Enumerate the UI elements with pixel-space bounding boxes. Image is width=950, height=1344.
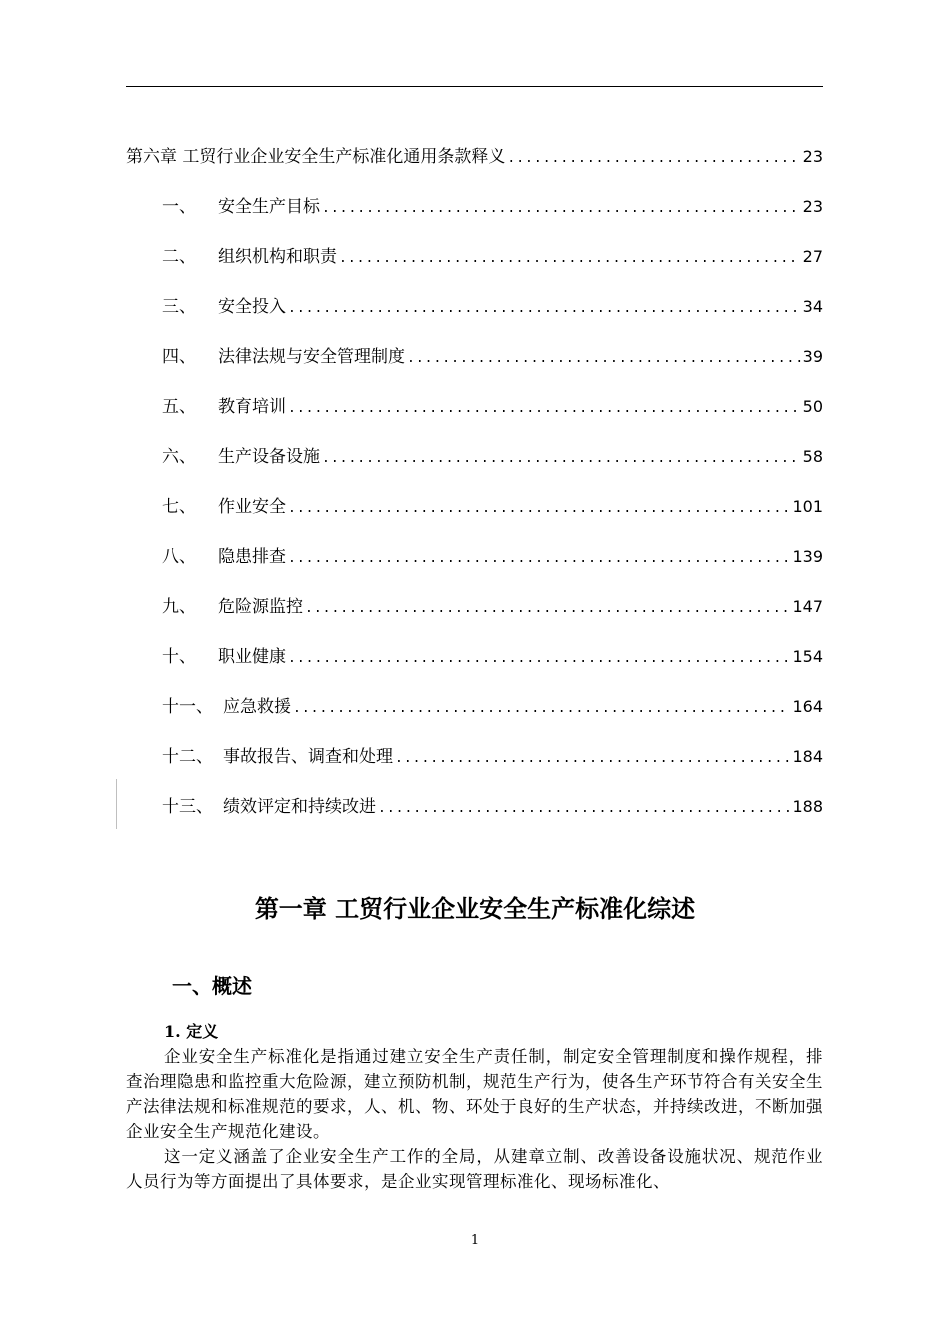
toc-entry-number: 一、 [162,197,196,217]
toc-leader-dots [288,301,801,316]
toc-entry-number: 五、 [162,397,196,417]
toc-page-number: 139 [792,547,823,566]
toc-entry[interactable] [126,392,823,442]
toc-leader-dots [395,751,790,766]
toc-entry-label: 安全投入 [218,297,286,317]
toc-leader-dots [293,701,790,716]
toc-entry-number: 七、 [162,497,196,517]
toc-entry[interactable] [126,692,823,742]
toc-entry-number: 十二、 [162,747,213,767]
toc-leader-dots [305,601,790,616]
sub-heading: 1. 定义 [164,1022,219,1041]
chapter-title: 第一章 工贸行业企业安全生产标准化综述 [254,895,696,923]
margin-mark [116,779,117,829]
section-heading: 一、概述 [172,974,252,998]
toc-page-number: 27 [802,247,823,266]
toc-leader-dots [507,151,800,166]
toc-entry-label: 生产设备设施 [218,447,320,467]
toc-entry-number: 十、 [162,647,196,667]
toc-entry-label: 绩效评定和持续改进 [223,797,376,817]
toc-entry-label: 应急救援 [223,697,291,717]
toc-page-number: 39 [802,347,823,366]
toc-entry-label: 职业健康 [218,647,286,667]
toc-entry-number: 二、 [162,247,196,267]
toc-leader-dots [288,401,801,416]
toc-entry-label: 教育培训 [218,397,286,417]
table-of-contents [126,142,823,842]
toc-entry-label: 组织机构和职责 [218,247,337,267]
toc-page-number: 154 [792,647,823,666]
toc-entry-label: 法律法规与安全管理制度 [218,347,405,367]
toc-leader-dots [407,351,801,366]
body-paragraph: 企业安全生产标准化是指通过建立安全生产责任制，制定安全管理制度和操作规程，排查治理隐患和监控重大危险源，建立预防机制，规范生产行为，使各生产环节符合有关安全生产法律法规和标准规范的要求，人、机、物、环处于良好的生产状态，并持续改进，不断加强企业安全生产规范化建设。 [126,1047,823,1141]
toc-entry-number: 十三、 [162,797,213,817]
toc-leader-dots [378,801,790,816]
toc-page-number: 58 [802,447,823,466]
toc-entry-label: 安全生产目标 [218,197,320,217]
page-number: 1 [470,1233,480,1248]
toc-entry-number: 六、 [162,447,196,467]
toc-page-number: 34 [802,297,823,316]
toc-entry-number: 三、 [162,297,196,317]
toc-page-number: 50 [802,397,823,416]
toc-entry[interactable] [126,242,823,292]
toc-leader-dots [322,201,801,216]
toc-entry-number: 八、 [162,547,196,567]
toc-page-number: 23 [802,197,823,216]
toc-entry-number: 十一、 [162,697,213,717]
toc-entry-label: 隐患排查 [218,547,286,567]
toc-entry-label: 作业安全 [218,497,286,517]
toc-leader-dots [288,551,790,566]
toc-entry[interactable] [126,492,823,542]
header-rule [126,86,823,87]
toc-entry[interactable] [126,642,823,692]
toc-leader-dots [339,251,801,266]
toc-page-number: 147 [792,597,823,616]
toc-entry[interactable] [126,742,823,792]
toc-page-number: 101 [792,497,823,516]
toc-entry[interactable] [126,292,823,342]
toc-chapter-entry[interactable] [126,142,823,192]
toc-entry-label: 事故报告、调查和处理 [223,747,393,767]
toc-entry-number: 九、 [162,597,196,617]
toc-chapter-title: 第六章 工贸行业企业安全生产标准化通用条款释义 [126,147,506,167]
toc-leader-dots [288,651,790,666]
toc-entry[interactable] [126,342,823,392]
toc-entry[interactable] [126,592,823,642]
toc-page-number: 23 [802,147,823,166]
toc-leader-dots [322,451,801,466]
body-paragraph: 这一定义涵盖了企业安全生产工作的全局，从建章立制、改善设备设施状况、规范作业人员行为等方面提出了具体要求，是企业实现管理标准化、现场标准化、 [126,1147,823,1191]
toc-entry[interactable] [126,192,823,242]
toc-entry[interactable] [126,792,823,842]
toc-page-number: 184 [792,747,823,766]
toc-entry-label: 危险源监控 [218,597,303,617]
toc-page-number: 188 [792,797,823,816]
toc-entry[interactable] [126,542,823,592]
toc-entry-number: 四、 [162,347,196,367]
toc-leader-dots [288,501,790,516]
toc-page-number: 164 [792,697,823,716]
toc-entry[interactable] [126,442,823,492]
